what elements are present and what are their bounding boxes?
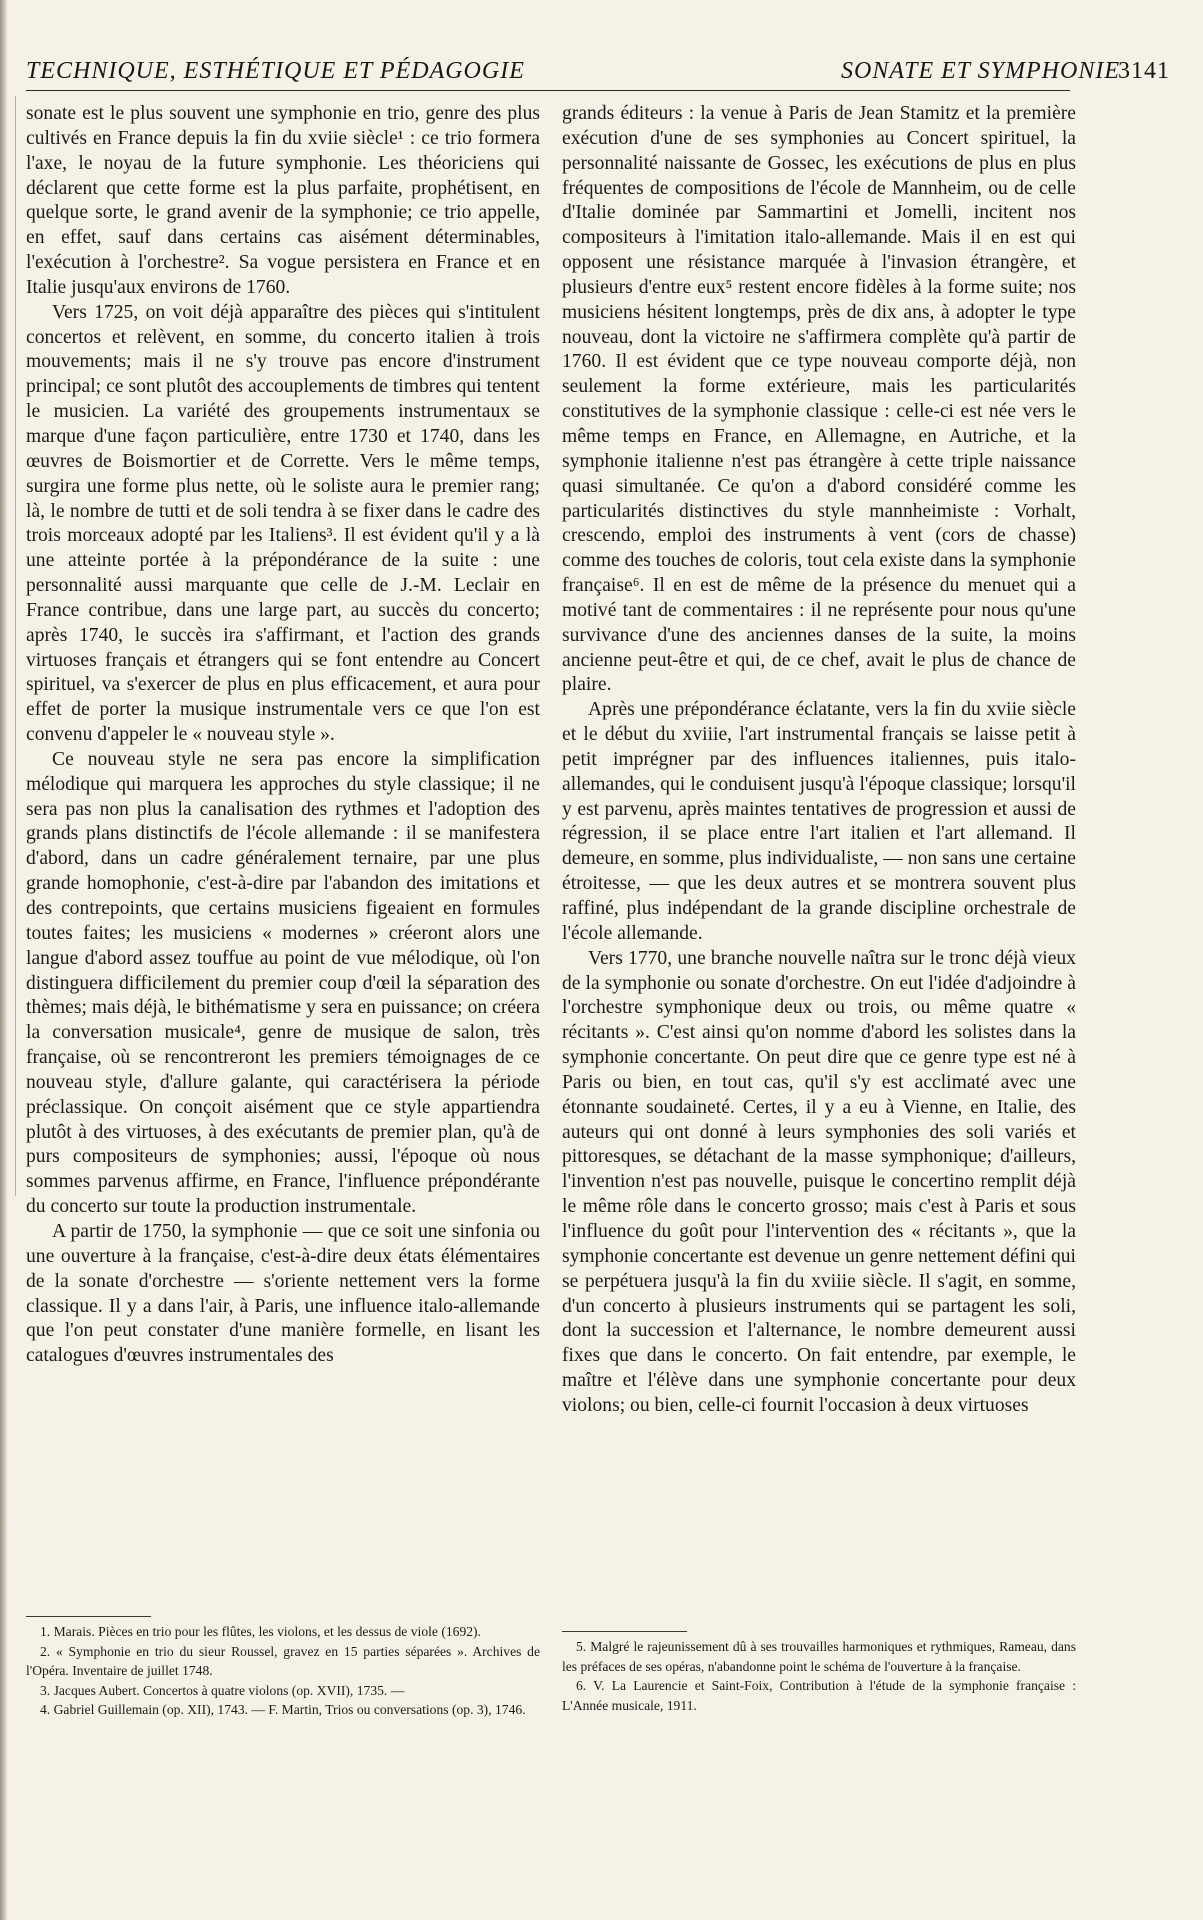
footnote: 1. Marais. Pièces en trio pour les flûtes, les violons, et les dessus de viole (1692). xyxy=(40,1624,481,1639)
paragraph: Ce nouveau style ne sera pas encore la simplification mélodique qui marquera les approches du style classique; il ne sera pas non plus la canalisation des rythmes et l'adoption des grands plans distinctifs de l'école allemande : il se manifestera d'abord, dans un cadre généralement ternaire, par une plus grande homophonie, c'est-à-dire par l'abandon des imitations et des contrepoints, que certains musiciens figeaient en formules toutes faites; les musiciens « modernes » créeront alors une langue d'abord assez touffue au point de vue mélodique, où l'on distinguera difficilement du premier coup d'œil la séparation des thèmes; mais déjà, le bithématisme y sera en puissance; on créera la conversation musicale⁴, genre de musique de salon, très française, où se rencontreront les premiers témoignages de ce nouveau style, d'allure galante, qui caractérisera la période préclassique. On conçoit aisément que ce style appartiendra plutôt à des virtuoses, à des exécutants de premier plan, qu'à de purs compositeurs de symphonies; aussi, l'époque où nous sommes parvenus affirme, en France, l'influence prépondérante du concerto sur toute la production instrumentale. xyxy=(26,748,540,1218)
page-binding-edge xyxy=(0,0,7,1920)
footnote: 5. Malgré le rajeunissement dû à ses trouvailles harmoniques et rythmiques, Rameau, dans les préfaces de ses opéras, n'abandonne point le schéma de l'ouverture à la française. xyxy=(562,1639,1076,1674)
paragraph: Vers 1725, on voit déjà apparaître des pièces qui s'intitulent concertos et relèvent, en somme, du concerto italien à trois mouvements; mais il ne s'y trouve pas encore d'instrument principal; ce sont plutôt des accouplements de timbres qui tentent le musicien. La variété des groupements instrumentaux se marque d'une façon particulière, entre 1730 et 1740, dans les œuvres de Boismortier et de Corrette. Vers le même temps, surgira une forme plus nette, où le soliste aura le premier rang; là, le nombre de tutti et de soli tendra à se fixer dans le cadre des trois morceaux adopté par les Italiens³. Il est évident qu'il y a là une atteinte portée à la prépondérance de la suite : une personnalité aussi marquante que celle de J.-M. Leclair en France contribue, dans une large part, au succès du concerto; après 1740, le succès ira s'affirmant, et l'action des grands virtuoses français et étrangers qui se font entendre au Concert spirituel, va s'exercer de plus en plus efficacement, et aura pour effet de porter la musique instrumentale vers ce que l'on est convenu d'appeler le « nouveau style ». xyxy=(26,301,540,746)
paragraph: A partir de 1750, la symphonie — que ce soit une sinfonia ou une ouverture à la française, c'est-à-dire deux états élémentaires de la sonate d'orchestre — s'oriente nettement vers la forme classique. Il y a dans l'air, à Paris, une influence italo-allemande que l'on peut constater d'une manière formelle, en lisant les catalogues d'œuvres instrumentales des xyxy=(26,1220,540,1367)
footnote-rule-right xyxy=(562,1631,687,1632)
footnotes-right xyxy=(562,1637,1076,1715)
footnote: 2. « Symphonie en trio du sieur Roussel, gravez en 15 parties séparées ». Archives de l'Opéra. Inventaire de juillet 1748. xyxy=(26,1643,540,1678)
header-left-title: TECHNIQUE, ESTHÉTIQUE ET PÉDAGOGIE xyxy=(26,58,525,84)
footnotes-left xyxy=(26,1622,540,1720)
paragraph: grands éditeurs : la venue à Paris de Jean Stamitz et la première exécution d'une de ses symphonies au Concert spirituel, la personnalité naissante de Gossec, les exécutions de plus en plus fréquentes de compositions de l'école de Mannheim, ou de celle d'Italie dominée par Sammartini et Jomelli, incitent nos compositeurs à l'imitation italo-allemande. Mais il en est qui opposent une résistance marquée à l'invasion étrangère, et plusieurs d'entre eux⁵ restent encore fidèles à la forme suite; nos musiciens hésitent longtemps, près de dix ans, à adopter le type nouveau, dont la victoire ne s'affirmera complète qu'à partir de 1760. Il est évident que ce type nouveau comporte déjà, non seulement la forme extérieure, mais les particularités constitutives de la symphonie classique : celle-ci est née vers le même temps en France, en Allemagne, en Autriche, et la symphonie italienne n'est pas étrangère à cette triple naissance quasi simultanée. Ce qu'on a d'abord considéré comme les particularités distinctives du style mannheimiste : Vorhalt, crescendo, emploi des instruments à vent (cors de chasse) comme des touches de coloris, tout cela existe dans la symphonie française⁶. Il en est de même de la présence du menuet qui a motivé tant de commentaires : il ne représente pour nous qu'une survivance d'une des anciennes danses de la suite, la moins ancienne peut-être et qui, de ce chef, avait le plus de chance de plaire. xyxy=(562,103,1076,696)
footnote-rule-left xyxy=(26,1616,151,1617)
footnote: 4. Gabriel Guillemain (op. XII), 1743. — F. Martin, Trios ou conversations (op. 3), 1746. xyxy=(40,1702,526,1717)
header-rule xyxy=(26,90,1070,91)
header-right-title: SONATE ET SYMPHONIE xyxy=(840,58,1120,84)
left-column xyxy=(26,102,540,1369)
margin-line xyxy=(15,96,16,1196)
paragraph: Après une prépondérance éclatante, vers la fin du xviie siècle et le début du xviiie, l'art instrumental français se laisse petit à petit imprégner par des influences italiennes, puis italo-allemandes, qui le conduisent jusqu'à l'époque classique; lorsqu'il y est parvenu, après maintes tentatives de progression et aussi de régression, il se place entre l'art italien et l'art allemand. Il demeure, en somme, plus individualiste, — non sans une certaine étroitesse, — que les deux autres et se montrera souvent plus raffiné, plus indépendant de la grande discipline orchestrale de l'école allemande. xyxy=(562,699,1076,944)
footnote: 6. V. La Laurencie et Saint-Foix, Contribution à l'étude de la symphonie française : L'Année musicale, 1911. xyxy=(562,1678,1076,1713)
page-number: 3141 xyxy=(1118,58,1170,84)
paragraph: Vers 1770, une branche nouvelle naîtra sur le tronc déjà vieux de la symphonie ou sonate d'orchestre. On eut l'idée d'adjoindre à l'orchestre symphonique deux ou trois, ou même quatre « récitants ». C'est ainsi qu'on nomme d'abord les solistes dans la symphonie concertante. On peut dire que ce genre type est né à Paris ou bien, en tout cas, qu'il s'y est acclimaté avec une étonnante soudaineté. Certes, il y a eu à Vienne, en Italie, des auteurs qui ont donné à leurs symphonies des soli variés et pittoresques, se détachant de la masse symphonique; d'ailleurs, l'invention n'est pas nouvelle, puisque le concertino remplit déjà le même rôle dans le concerto grosso; mais c'est à Paris et sous l'influence du goût pour l'intervention des « récitants », que la symphonie concertante est devenue un genre nettement défini qui se perpétuera jusqu'à la fin du xviiie siècle. Il s'agit, en somme, d'un concerto à plusieurs instruments qui se partagent les soli, dont la succession et l'alternance, le nombre demeurent aussi fixes que dans le concerto. On fait entendre, par exemple, le maître et l'élève dans une symphonie concertante pour deux violons; ou bien, celle-ci fournit l'occasion à deux virtuoses xyxy=(562,947,1076,1416)
footnote: 3. Jacques Aubert. Concertos à quatre violons (op. XVII), 1735. — xyxy=(40,1682,405,1698)
paragraph: sonate est le plus souvent une symphonie en trio, genre des plus cultivés en France depuis la fin du xviie siècle¹ : ce trio formera l'axe, le noyau de la future symphonie. Les théoriciens qui déclarent que cette forme est la plus parfaite, prophétisent, en quelque sorte, le grand avenir de la symphonie; ce trio appelle, en effet, sauf dans certains cas aisément déterminables, l'exécution à l'orchestre². Sa vogue persistera en France et en Italie jusqu'aux environs de 1760. xyxy=(26,103,540,298)
right-column xyxy=(562,102,1076,1419)
